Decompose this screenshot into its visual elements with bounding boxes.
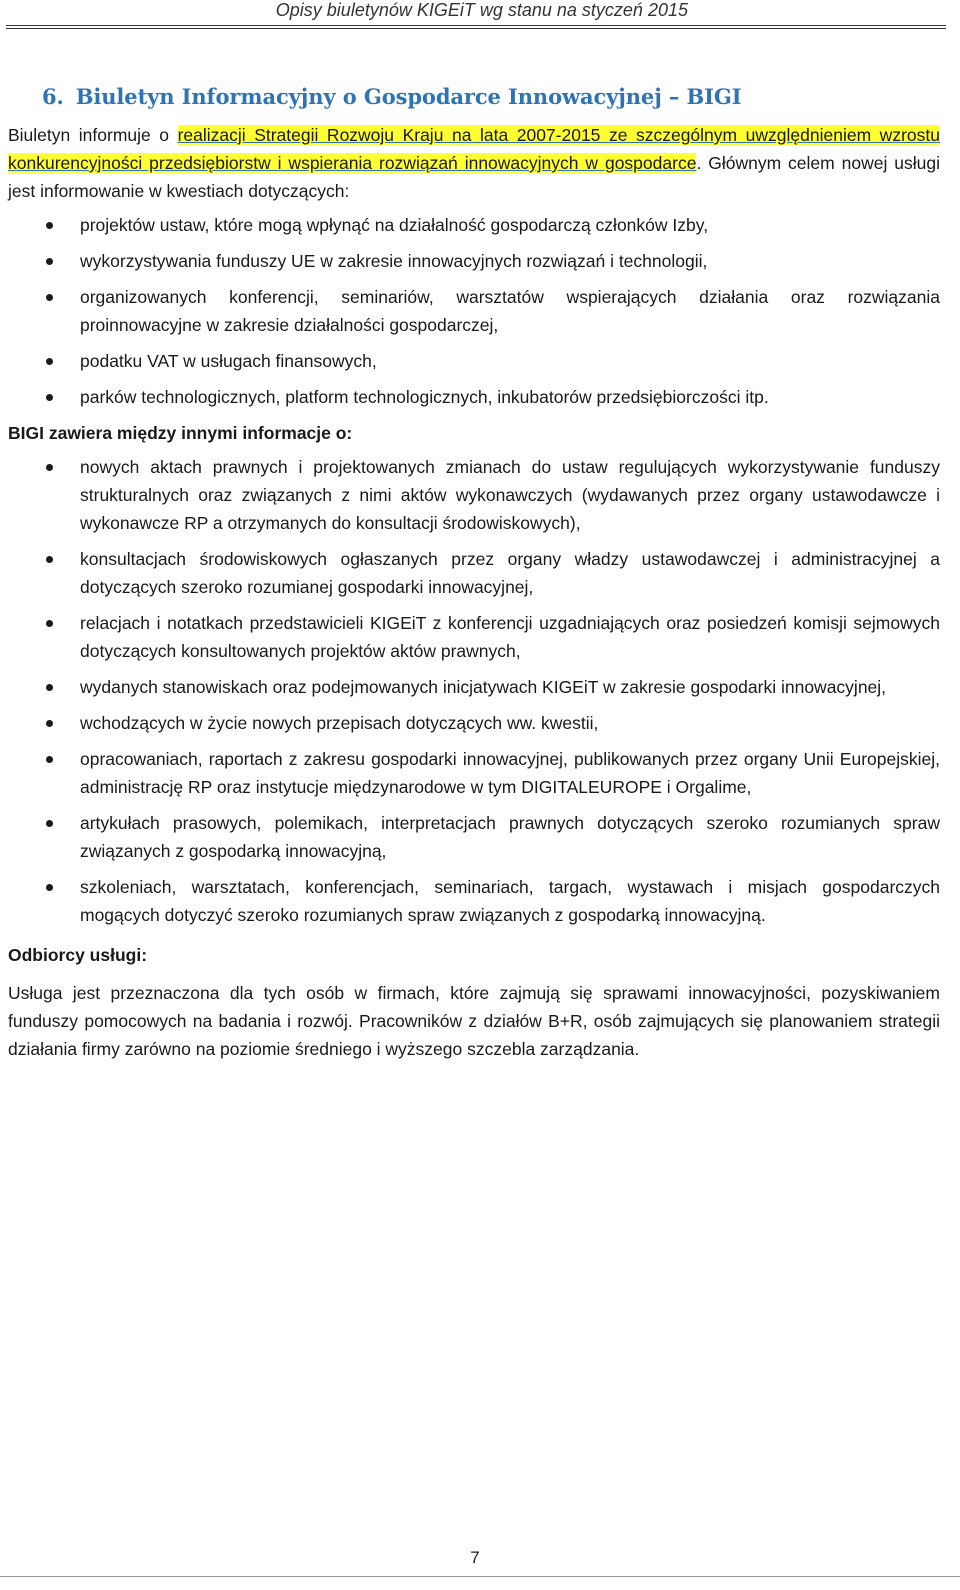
audience-paragraph: Usługa jest przeznaczona dla tych osób w firmach, które zajmują się sprawami innowacyjności, pozyskiwaniem funduszy pomocowych na badania i rozwój. Pracowników z działów B+R, osób zajmujących się planowaniem strategii działania firmy zarówno na poziomie średniego i wyższego szczebla zarządzania. [8,983,940,1059]
header-rule-top [6,25,946,26]
section-number: 6. [42,84,64,109]
list-item: organizowanych konferencji, seminariów, warsztatów wspierających działania oraz rozwiązania proinnowacyjne w zakresie działalności gospodarczej, [8,283,940,339]
intro-lead: Biuletyn informuje o [8,125,178,145]
list-item: konsultacjach środowiskowych ogłaszanych przez organy władzy ustawodawczej i administracyjnej a dotyczących szeroko rozumianej gospodarki innowacyjnej, [8,545,940,601]
list-item: wydanych stanowiskach oraz podejmowanych inicjatywach KIGEiT w zakresie gospodarki innowacyjnej, [8,673,940,701]
intro-tail: . Głównym celem nowej usługi jest informowanie w kwestiach dotyczących: [8,153,941,201]
topics-list [8,211,940,411]
list-item: wykorzystywania funduszy UE w zakresie innowacyjnych rozwiązań i technologii, [8,247,940,275]
list-item: wchodzących w życie nowych przepisach dotyczących ww. kwestii, [8,709,940,737]
list-item: podatku VAT w usługach finansowych, [8,347,940,375]
intro-paragraph [8,121,940,205]
section-title: Biuletyn Informacyjny o Gospodarce Innowacyjnej – BIGI [75,84,742,109]
footer-rule [0,1576,960,1577]
contents-heading: BIGI zawiera między innymi informacje o: [8,423,353,443]
running-header-title: Opisy biuletynów KIGEiT wg stanu na styczeń 2015 [275,0,688,20]
header-rule-bottom [6,28,946,29]
list-item: opracowaniach, raportach z zakresu gospodarki innowacyjnej, publikowanych przez organy Unii Europejskiej, administrację RP oraz instytucje międzynarodowe w tym DIGITALEUROPE i Orgalime, [8,745,940,801]
list-item: projektów ustaw, które mogą wpłynąć na działalność gospodarczą członków Izby, [8,211,940,239]
highlighted-text: realizacji Strategii Rozwoju Kraju na lata 2007-2015 ze szczególnym uwzględnieniem wzrostu konkurencyjności przedsiębiorstw i wspierania rozwiązań innowacyjnych w gospodarce [8,125,940,173]
audience-heading: Odbiorcy usługi: [8,945,148,965]
document-body [8,80,940,1063]
list-item: relacjach i notatkach przedstawicieli KIGEiT z konferencji uzgadniających oraz posiedzeń komisji sejmowych dotyczących konsultowanych projektów aktów prawnych, [8,609,940,665]
list-item: artykułach prasowych, polemikach, interpretacjach prawnych dotyczących szeroko rozumianych spraw związanych z gospodarką innowacyjną, [8,809,940,865]
contents-list [8,453,940,929]
page-header [0,0,960,30]
page-number: 7 [470,1548,480,1567]
list-item: parków technologicznych, platform technologicznych, inkubatorów przedsiębiorczości itp. [8,383,940,411]
section-heading [42,84,940,109]
list-item: nowych aktach prawnych i projektowanych zmianach do ustaw regulujących wykorzystywanie funduszy strukturalnych oraz związanych z nimi aktów wykonawczych (wydawanych przez organy ustawodawcze i wykonawcze RP a otrzymanych do konsultacji środowiskowych), [8,453,940,537]
list-item: szkoleniach, warsztatach, konferencjach, seminariach, targach, wystawach i misjach gospodarczych mogących dotyczyć szeroko rozumianych spraw związanych z gospodarką innowacyjną. [8,873,940,929]
